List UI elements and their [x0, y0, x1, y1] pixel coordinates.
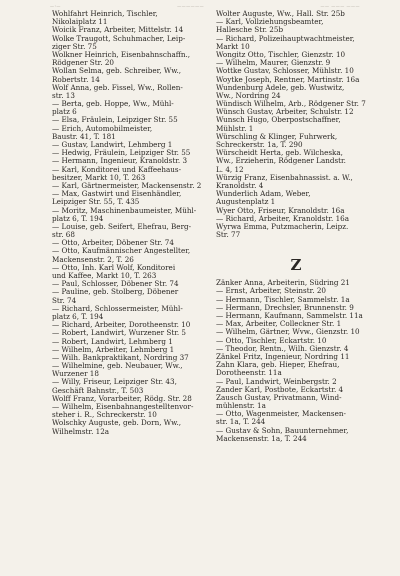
directory-entry-line: Leipziger Str. 55, T. 435 [52, 198, 140, 207]
directory-entry-line: Zausch Gustav, Privatmann, Wind- [216, 393, 342, 402]
directory-entry-line: Mackensenstr. 2, T. 26 [52, 255, 134, 264]
right-column [216, 10, 376, 443]
directory-entry-line: — Louise, geb. Seifert, Ehefrau, Berg- [52, 222, 192, 231]
directory-entry-line: — Willy, Friseur, Leipziger Str. 43, [52, 378, 177, 387]
directory-entry-line: Str. 77 [216, 231, 241, 240]
directory-entry-line: Wündisch Wilhelm, Arb., Rödgener Str. 7 [216, 100, 366, 109]
directory-entry-line: Wolf Anna, geb. Fissel, Ww., Rollen- [52, 83, 183, 92]
directory-entry-line: str. 1a, T. 244 [216, 418, 266, 427]
directory-entry-line: Zahn Klara, geb. Hieper, Ehefrau, [216, 361, 340, 370]
directory-entry-line: Wolter Auguste, Ww., Hall. Str. 25b [216, 10, 345, 18]
directory-entry-line: Wolkner Heinrich, Eisenbahnschaffn., [52, 50, 191, 59]
header-left: —:— [50, 3, 61, 8]
directory-entry-line: — Richard, Polizeihauptwachtmeister, [216, 34, 355, 43]
directory-entry-line: Geschäft Bahnstr., T. 503 [52, 386, 144, 395]
directory-entry-line: Ww., Erzieherin, Rödgener Landstr. [216, 157, 346, 166]
directory-entry-line: — Theodor, Rentn., Wilh. Gienzstr. 4 [216, 344, 349, 353]
directory-entry-line: — Erich, Automobilmeister, [52, 124, 153, 133]
directory-entry-line: — Robert, Landwirt, Lehmberg 1 [52, 337, 173, 346]
directory-entry-line: Wolff Franz, Vorarbeiter, Rödg. Str. 28 [52, 394, 192, 403]
directory-entry-line: — Wilhelmine, geb. Neubauer, Ww., [52, 362, 183, 371]
directory-entry-line: — Pauline, geb. Stolberg, Döbener [52, 288, 179, 297]
section-heading-z: Z [290, 256, 302, 275]
right-column-z-entries [216, 279, 376, 443]
directory-entry-line: Wohlfahrt Heinrich, Tischler, [52, 10, 158, 18]
directory-entry-line: Wilhelmstr. 12a [52, 427, 110, 436]
directory-entry-line: — Otto, Inh. Karl Wolf, Konditorei [52, 263, 176, 272]
directory-entry-line: — Hermann, Tischler, Sammelstr. 1a [216, 295, 350, 304]
directory-entry-line: — Hermann, Ingenieur, Kranoldstr. 3 [52, 157, 188, 166]
directory-entry-line: Mühlstr. 1 [216, 124, 254, 133]
directory-entry-line: — Robert, Landwirt, Wurzener Str. 5 [52, 329, 186, 338]
directory-entry-line: — Paul, Schlosser, Döbener Str. 74 [52, 280, 179, 289]
directory-entry-line: — Otto, Kaufmännischer Angestellter, [52, 247, 191, 256]
directory-entry-line: L. 4, 12 [216, 165, 244, 174]
directory-entry-line: — Richard, Arbeiter, Kranoldstr. 16a [216, 214, 350, 223]
directory-entry-line: Wurzener 18 [52, 370, 99, 379]
directory-entry-line: Wollan Selma, geb. Schreiber, Ww., [52, 67, 182, 76]
directory-entry-line: platz 6, T. 194 [52, 214, 104, 223]
directory-entry-line: Dorotheenstr. 11a [216, 369, 282, 378]
directory-entry-line: Wunsch Hugo, Oberpostschaffner, [216, 116, 341, 125]
directory-entry-line: Wünsch Gustav, Arbeiter, Schulstr. 12 [216, 108, 354, 117]
directory-entry-line: Wolschky Auguste, geb. Dorn, Ww., [52, 419, 182, 428]
directory-entry-line: — Max, Gastwirt und Eisenhändler, [52, 190, 182, 199]
directory-entry-line: mühlenstr. 1a [216, 402, 266, 411]
directory-entry-line: besitzer, Markt 10, T. 263 [52, 173, 146, 182]
directory-entry-line: Wundenburg Adele, geb. Wustwitz, [216, 83, 345, 92]
directory-entry-line: — Karl, Vollziehungsbeamter, [216, 18, 324, 27]
directory-entry-line: Wottke Gustav, Schlosser, Mühlstr. 10 [216, 67, 354, 76]
directory-entry-line: platz 6, T. 194 [52, 312, 104, 321]
directory-entry-line: Augustenplatz 1 [216, 198, 276, 207]
left-column [52, 10, 212, 436]
directory-entry-line: — Wilhelm, Gärtner, Wvw., Gienzstr. 10 [216, 328, 360, 337]
section-gap [216, 239, 376, 249]
directory-entry-line: Baustr. 41, T. 181 [52, 132, 116, 141]
directory-entry-line: — Richard, Schlossermeister, Mühl- [52, 304, 183, 313]
directory-entry-line: Woicik Franz, Arbeiter, Mittelstr. 14 [52, 26, 184, 35]
directory-entry-line: — Karl, Konditorei und Kaffeehaus- [52, 165, 182, 174]
directory-entry-line: Mackensenstr. 1a, T. 244 [216, 434, 307, 443]
directory-entry-line: steher i. R., Schreckerstr. 10 [52, 411, 157, 420]
directory-entry-line: Schreckerstr. 1a, T. 290 [216, 141, 303, 149]
directory-entry-line: — Otto, Wagenmeister, Mackensen- [216, 410, 346, 419]
directory-entry-line: str. 13 [52, 91, 75, 100]
directory-entry-line: — Max, Arbeiter, Colleckner Str. 1 [216, 320, 342, 329]
directory-entry-line: Rödgener Str. 20 [52, 59, 114, 68]
directory-entry-line: Zänkel Fritz, Ingenieur, Nordring 11 [216, 352, 350, 361]
directory-entry-line: ziger Str. 75 [52, 42, 97, 51]
directory-entry-line: — Otto, Arbeiter, Döbener Str. 74 [52, 239, 174, 248]
directory-entry-line: Wongitz Otto, Tischler, Gienzstr. 10 [216, 50, 346, 59]
directory-entry-line: Woytke Joseph, Rentner, Martinstr. 16a [216, 75, 360, 84]
directory-entry-line: — Wilhelm, Eisenbahnangestelltenvor- [52, 403, 194, 411]
directory-entry-line: Markt 10 [216, 42, 250, 51]
directory-entry-line: — Hermann, Kaufmann, Sammelstr. 11a [216, 312, 363, 320]
directory-entry-line: Zander Karl, Postbote, Eckartstr. 4 [216, 385, 344, 394]
directory-entry-line: Nikolaiplatz 11 [52, 18, 108, 27]
directory-entry-line: — Ernst, Arbeiter, Steinstr. 20 [216, 287, 326, 296]
directory-entry-line: Kranoldstr. 4 [216, 181, 264, 190]
directory-entry-line: str. 68 [52, 231, 75, 240]
directory-entry-line: — Hermann, Drechsler, Brunnenstr. 9 [216, 303, 354, 312]
directory-entry-line: — Hedwig, Fräulein, Leipziger Str. 55 [52, 149, 191, 158]
directory-entry-line: — Gustav, Landwirt, Lehmberg 1 [52, 141, 173, 149]
directory-entry-line: — Gustav & Sohn, Bauunternehmer, [216, 426, 349, 435]
directory-entry-line: Würschling & Klinger, Fuhrwerk, [216, 132, 338, 141]
header-right: —— ——— ——— [320, 3, 360, 8]
directory-entry-line: — Wilhelm, Maurer, Gienzstr. 9 [216, 59, 331, 68]
directory-entry-line: Robertstr. 14 [52, 75, 100, 84]
directory-entry-line: platz 6 [52, 108, 77, 117]
directory-entry-line: Wunderlich Adam, Weber, [216, 190, 311, 199]
directory-entry-line: Wolke Traugott, Schuhmacher, Leip- [52, 34, 186, 43]
directory-entry-line: — Otto, Tischler, Eckartstr. 10 [216, 336, 327, 345]
directory-entry-line: — Karl, Gärtnermeister, Mackensenstr. 2 [52, 181, 202, 190]
directory-entry-line: — Wilhelm, Arbeiter, Lehmberg 1 [52, 345, 175, 354]
directory-entry-line: und Kaffee, Markt 10, T. 263 [52, 272, 157, 280]
directory-entry-line: — Elsa, Fräulein, Leipziger Str. 55 [52, 116, 178, 125]
directory-entry-line: Zänker Anna, Arbeiterin, Südring 21 [216, 279, 350, 288]
directory-entry-line: — Richard, Arbeiter, Dorotheenstr. 10 [52, 321, 191, 330]
directory-entry-line: Ww., Nordring 24 [216, 91, 281, 100]
directory-entry-line: Wyer Otto, Friseur, Kranoldstr. 16a [216, 206, 345, 215]
right-column-w-entries [216, 10, 376, 239]
directory-entry-line: — Moritz, Maschinenbaumeister, Mühl- [52, 206, 197, 215]
directory-entry-line: — Paul, Landwirt, Weinbergstr. 2 [216, 377, 337, 386]
directory-entry-line: Würscheidt Herta, geb. Wilcheska, [216, 149, 343, 158]
directory-entry-line: — Berta, geb. Hoppe, Ww., Mühl- [52, 100, 174, 109]
directory-entry-line: Würzig Franz, Eisenbahnassist. a. W., [216, 173, 353, 182]
directory-entry-line: Wyrwa Emma, Putzmacherin, Leipz. [216, 222, 349, 231]
directory-entry-line: Str. 74 [52, 296, 77, 305]
directory-entry-line: — Wilh. Bankpraktikant, Nordring 37 [52, 353, 189, 362]
header-center: —————— [177, 3, 205, 8]
directory-entry-line: Hallesche Str. 25b [216, 26, 284, 35]
